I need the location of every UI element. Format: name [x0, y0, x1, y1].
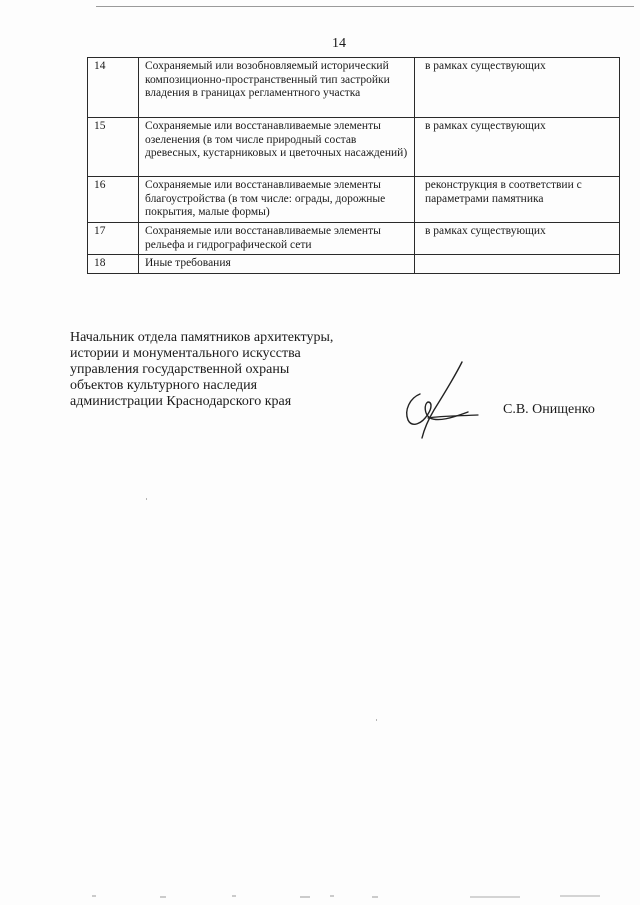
table-row [88, 118, 620, 177]
position-line: объектов культурного наследия [70, 378, 258, 393]
table-row [88, 58, 620, 118]
table-row [88, 177, 620, 223]
requirement-value: в рамках существующих [415, 118, 620, 177]
scan-speck [146, 498, 147, 500]
requirement-value: в рамках существующих [415, 223, 620, 255]
requirement-value: реконструкция в соответствии с параметрами памятника [415, 177, 620, 223]
row-number: 16 [88, 177, 139, 223]
signatory-position [70, 330, 370, 410]
scan-speck [376, 719, 377, 721]
requirement-name: Сохраняемые или восстанавливаемые элементы рельефа и гидрографической сети [139, 223, 415, 255]
table-row [88, 255, 620, 274]
requirement-name: Сохраняемые или восстанавливаемые элементы благоустройства (в том числе: ограды, дорожные покрытия, малые формы) [139, 177, 415, 223]
row-number: 15 [88, 118, 139, 177]
position-line: управления государственной охраны [70, 362, 290, 377]
requirement-name: Иные требования [139, 255, 415, 274]
row-number: 18 [88, 255, 139, 274]
row-number: 17 [88, 223, 139, 255]
requirement-value [415, 255, 620, 274]
row-number: 14 [88, 58, 139, 118]
position-line: администрации Краснодарского края [70, 394, 292, 409]
handwritten-signature [398, 358, 488, 440]
requirement-name: Сохраняемый или возобновляемый исторический композиционно-пространственный тип застройки владения в границах регламентного участка [139, 58, 415, 118]
requirement-value: в рамках существующих [415, 58, 620, 118]
table-row [88, 223, 620, 255]
requirements-table [87, 57, 620, 274]
scan-bottom-edge-marks [0, 893, 640, 901]
signer-name: С.В. Онищенко [503, 402, 595, 417]
scan-top-edge-line [96, 6, 634, 7]
requirement-name: Сохраняемые или восстанавливаемые элементы озеленения (в том числе природный состав древесных, кустарниковых и цветочных насаждений) [139, 118, 415, 177]
page-number: 14 [332, 36, 346, 51]
position-line: Начальник отдела памятников архитектуры, [70, 330, 334, 345]
position-line: истории и монументального искусства [70, 346, 301, 361]
